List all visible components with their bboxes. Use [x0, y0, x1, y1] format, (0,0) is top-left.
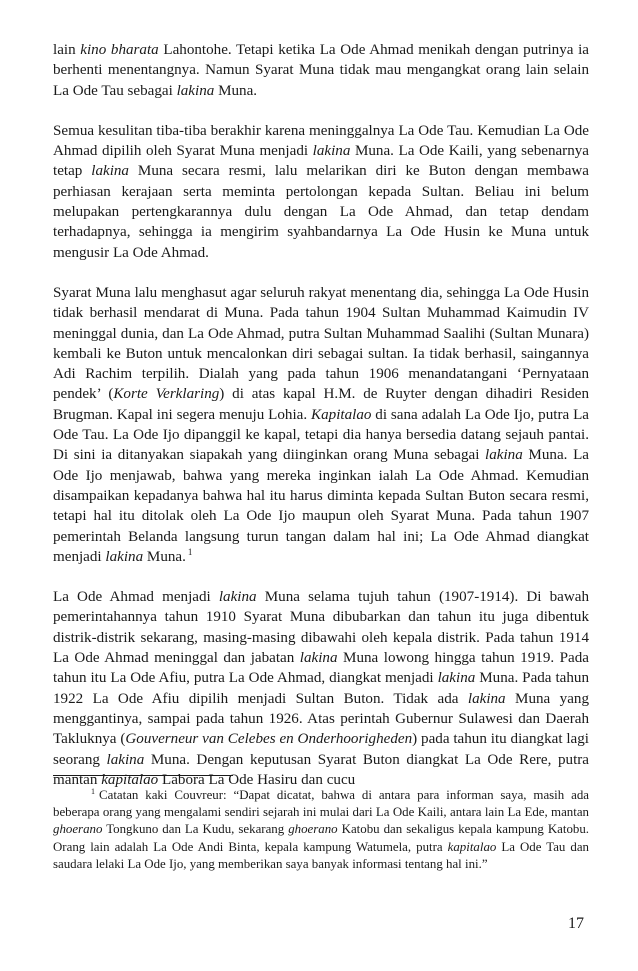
text-run: Katobu dan sekaligus kepala kampung Katobu. Orang lain adalah La Ode Andi Binta, kepala kampung Watumela, putra [53, 822, 589, 854]
italic-term: lakina [176, 82, 215, 99]
italic-term: lakina [485, 447, 523, 464]
italic-term: lakina [218, 589, 257, 606]
italic-term: lakina [106, 751, 145, 768]
footnote-marker: 1 [91, 786, 95, 796]
paragraph-4 [53, 587, 589, 790]
italic-term: lakina [312, 143, 351, 160]
paragraph-1 [53, 40, 589, 101]
text-run: Lahontohe. Tetapi ketika La Ode Ahmad menikah dengan putrinya ia berhenti menentangnya. Namun Syarat Muna tidak mau mengangkat orang lain selain La Ode Tau sebagai [53, 42, 589, 99]
text-run: Muna secara resmi, lalu melarikan diri ke Buton dengan membawa perhiasan kerajaan serta meminta pertolongan kepada Sultan. Beliau ini belum melupakan pertengkarannya dulu dengan La Ode Ahmad, dan tetap dendam terhadapnya, sehingga ia mengirim syahbandarnya La Ode Husin ke Muna untuk mengusir La Ode Ahmad. [53, 163, 589, 261]
text-run: La Ode Tau dan saudara lelaki La Ode Ijo, yang memberikan saya banyak informasi tentang hal ini.” [53, 839, 589, 871]
italic-term: lakina [437, 670, 476, 687]
text-run: Labora La Ode Hasiru dan cucu [158, 771, 356, 788]
footnote-ref: 1 [187, 546, 193, 557]
italic-term: lakina [105, 548, 144, 565]
italic-term: kapitalao [101, 771, 159, 788]
text-run: Semua kesulitan tiba-tiba berakhir karena meninggalnya La Ode Tau. Kemudian La Ode Ahmad dipilih oleh Syarat Muna menjadi [53, 122, 589, 160]
text-run: Muna lowong hingga tahun 1919. Pada tahun itu La Ode Afiu, putra La Ode Ahmad, diangkat menjadi [53, 650, 589, 687]
italic-term: lakina [91, 163, 129, 180]
italic-term: lakina [299, 650, 338, 667]
text-run: Muna. Dengan keputusan Syarat Buton diangkat La Ode Rere, putra mantan [53, 751, 590, 788]
text-run: Muna. [143, 548, 186, 565]
italic-term: Gouverneur van Celebes en Onderhoorigheden [125, 731, 413, 748]
text-run: ) pada tahun itu diangkat lagi seorang [53, 731, 589, 768]
text-run: lain [53, 42, 81, 58]
text-run: Syarat Muna lalu menghasut agar seluruh rakyat menentang dia, sehingga La Ode Husin tidak berhasil mendarat di Muna. Pada tahun 1904 Sultan Muhammad Kaimudin IV meninggal dunia, dan La Ode Ahmad, putra Sultan Muhammad Saalihi (Sultan Munara) kembali ke Buton untuk mencalonkan diri sebagai sultan. Ia tidak berhasil, saingannya Adi Rachim terpilih. Dialah yang pada tahun 1906 menandatangani ‘Pernyataan pendek’ ( [53, 284, 589, 403]
text-run: Catatan kaki Couvreur: “Dapat dicatat, bahwa di antara para informan saya, masih ada beberapa orang yang mengalami sendiri sejarah ini mulai dari La Ode Kaili, antara lain La Ede, mantan [53, 788, 589, 820]
footnote-text [53, 788, 589, 871]
text-run: Muna. La Ode Kaili, yang sebenarnya tetap [53, 143, 590, 180]
italic-term: Korte Verklaring [113, 386, 220, 403]
italic-term: lakina [467, 690, 506, 707]
text-run: Tongkuno dan La Kudu, sekarang [102, 822, 289, 837]
footnote-divider [53, 775, 233, 776]
text-run: Muna. La Ode Ijo menjawab, bahwa yang mereka inginkan ialah La Ode Ahmad. Kemudian disampaikan kepadanya bahwa hal itu harus diminta kepada Sultan Buton secara resmi, tetapi hal itu ditolak oleh La Ode Ijo maupun oleh Syarat Muna. Pada tahun 1907 pemerintah Belanda langsung turun tangan dalam hal ini; La Ode Ahmad diangkat menjadi [53, 447, 589, 565]
footnote [53, 787, 589, 873]
text-run: Muna yang menggantinya, sampai pada tahun 1926. Atas perintah Gubernur Sulawesi dan Daerah Takluknya ( [53, 690, 589, 748]
text-run: ) di atas kapal H.M. de Ruyter dengan dihadiri Residen Brugman. Kapal ini segera menuju Lohia. [53, 386, 590, 423]
body-text [53, 40, 589, 810]
italic-term: kapitalao [447, 839, 497, 854]
paragraph-2 [53, 121, 589, 263]
text-run: di sana adalah La Ode Ijo, putra La Ode Tau. La Ode Ijo dipanggil ke kapal, tetapi dia hanya bersedia datang sejauh pantai. Di sini ia ditanyakan siapakah yang diinginkan orang Muna sebagai [53, 406, 589, 464]
italic-term: ghoerano [288, 822, 338, 837]
text-run: Muna selama tujuh tahun (1907-1914). Di bawah pemerintahannya tahun 1910 Syarat Muna dibubarkan dan tahun itu juga dibentuk distrik-distrik sekarang, masing-masing dibawahi oleh kepala distrik. Pada tahun 1914 La Ode Ahmad meninggal dan jabatan [53, 589, 589, 667]
italic-term: kino bharata [80, 42, 159, 58]
paragraph-3 [53, 283, 589, 567]
text-run: La Ode Ahmad menjadi [53, 589, 219, 606]
text-run: Muna. Pada tahun 1922 La Ode Afiu dipilih menjadi Sultan Buton. Tidak ada [53, 670, 589, 707]
page-number: 17 [568, 915, 584, 932]
italic-term: Kapitalao [311, 406, 372, 423]
italic-term: ghoerano [53, 822, 103, 837]
text-run: Muna. [214, 82, 258, 99]
